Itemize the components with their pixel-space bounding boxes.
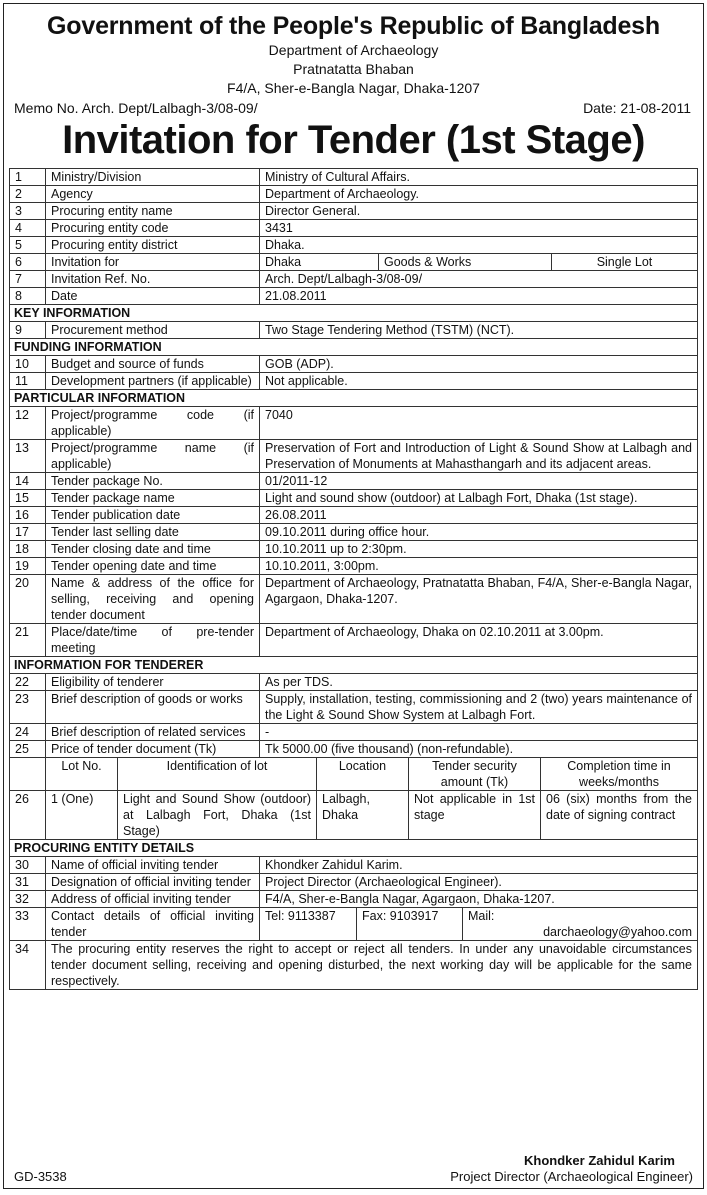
table-row: 31 Designation of official inviting tender Project Director (Archaeological Engineer).: [10, 874, 698, 891]
contact-mail: Mail: darchaeology@yahoo.com: [462, 908, 697, 940]
table-row: 22 Eligibility of tenderer As per TDS.: [10, 674, 698, 691]
table-row: 32 Address of official inviting tender F4/A, Sher-e-Bangla Nagar, Agargaon, Dhaka-1207.: [10, 891, 698, 908]
lot-row: 26 1 (One) Light and Sound Show (outdoor) at Lalbagh Fort, Dhaka (1st Stage) Lalbagh, Dhaka Not applicable in 1st stage 06 (six) months from the date of signing contract: [10, 791, 698, 840]
lot-security-header: Tender security amount (Tk): [408, 758, 540, 790]
table-row: 3 Procuring entity name Director General.: [10, 203, 698, 220]
table-row: 23 Brief description of goods or works Supply, installation, testing, commissioning and 2 (two) years maintenance of the Light & Sound Show System at Lalbagh Fort.: [10, 691, 698, 724]
table-row: 25 Price of tender document (Tk) Tk 5000.00 (five thousand) (non-refundable).: [10, 741, 698, 758]
section-heading: FUNDING INFORMATION: [10, 339, 698, 356]
table-row: 2 Agency Department of Archaeology.: [10, 186, 698, 203]
table-row: 13 Project/programme name (if applicable) Preservation of Fort and Introduction of Light & Sound Show at Lalbagh and Preservation of Monuments at Mahasthangarh and its adjacent areas.: [10, 440, 698, 473]
lot-header-row: [10, 758, 698, 791]
signatory-name: Khondker Zahidul Karim: [524, 1153, 675, 1168]
table-row: 8 Date 21.08.2011: [10, 288, 698, 305]
table-row: 5 Procuring entity district Dhaka.: [10, 237, 698, 254]
page-title: Invitation for Tender (1st Stage): [62, 118, 645, 162]
section-heading: PARTICULAR INFORMATION: [10, 390, 698, 407]
header: [4, 12, 703, 98]
lot-location-header: Location: [316, 758, 408, 790]
memo-line: [4, 100, 703, 116]
table-row: 21 Place/date/time of pre-tender meeting Department of Archaeology, Dhaka on 02.10.2011 at 3.00pm.: [10, 624, 698, 657]
table-row: 24 Brief description of related services -: [10, 724, 698, 741]
table-row: 17 Tender last selling date 09.10.2011 during office hour.: [10, 524, 698, 541]
contact-tel: Tel: 9113387: [265, 909, 336, 923]
memo-date: Date: 21-08-2011: [583, 100, 691, 116]
section-heading: KEY INFORMATION: [10, 305, 698, 322]
table-row: 19 Tender opening date and time 10.10.2011, 3:00pm.: [10, 558, 698, 575]
table-row: 18 Tender closing date and time 10.10.2011 up to 2:30pm.: [10, 541, 698, 558]
table-row: 9 Procurement method Two Stage Tendering Method (TSTM) (NCT).: [10, 322, 698, 339]
table-row: 4 Procuring entity code 3431: [10, 220, 698, 237]
table-row: 10 Budget and source of funds GOB (ADP).: [10, 356, 698, 373]
signatory-designation: Project Director (Archaeological Engineer): [450, 1169, 693, 1184]
lot-ident-header: Identification of lot: [117, 758, 316, 790]
memo-number: Memo No. Arch. Dept/Lalbagh-3/08-09/: [14, 100, 258, 116]
tender-table: [9, 168, 698, 990]
table-row: 11 Development partners (if applicable) Not applicable.: [10, 373, 698, 390]
table-row: 20 Name & address of the office for selling, receiving and opening tender document Department of Archaeology, Pratnatatta Bhaban, F4/A, Sher-e-Bangla Nagar, Agargaon, Dhaka-1207.: [10, 575, 698, 624]
table-row: 14 Tender package No. 01/2011-12: [10, 473, 698, 490]
table-row: 34 The procuring entity reserves the right to accept or reject all tenders. In under any unavoidable circumstances tender document selling, receiving and opening disturbed, the next working day will be applicable for the same respectively.: [10, 941, 698, 990]
table-row: 16 Tender publication date 26.08.2011: [10, 507, 698, 524]
tender-notice: [3, 3, 704, 1189]
table-row: 15 Tender package name Light and sound show (outdoor) at Lalbagh Fort, Dhaka (1st stage).: [10, 490, 698, 507]
contact-fax: Fax: 9103917: [356, 908, 462, 940]
government-title: Government of the People's Republic of Bangladesh: [47, 12, 660, 40]
table-row: 1 Ministry/Division Ministry of Cultural Affairs.: [10, 169, 698, 186]
section-heading: INFORMATION FOR TENDERER: [10, 657, 698, 674]
office-address: F4/A, Sher-e-Bangla Nagar, Dhaka-1207: [227, 80, 480, 96]
building-name: Pratnatatta Bhaban: [293, 61, 414, 77]
table-row: 6 Invitation for Dhaka Goods & Works Single Lot: [10, 254, 698, 271]
lot-no-header: Lot No.: [61, 759, 102, 773]
table-row: 30 Name of official inviting tender Khondker Zahidul Karim.: [10, 857, 698, 874]
gd-code: GD-3538: [14, 1169, 67, 1184]
department-name: Department of Archaeology: [268, 42, 439, 58]
table-row: 33 Contact details of official inviting tender Tel: 9113387 Fax: 9103917 Mail: darchaeology@yahoo.com: [10, 908, 698, 941]
lot-completion-header: Completion time in weeks/months: [540, 758, 697, 790]
section-heading: PROCURING ENTITY DETAILS: [10, 840, 698, 857]
table-row: 7 Invitation Ref. No. Arch. Dept/Lalbagh-3/08-09/: [10, 271, 698, 288]
table-row: 12 Project/programme code (if applicable) 7040: [10, 407, 698, 440]
signature-block: [524, 1153, 675, 1168]
